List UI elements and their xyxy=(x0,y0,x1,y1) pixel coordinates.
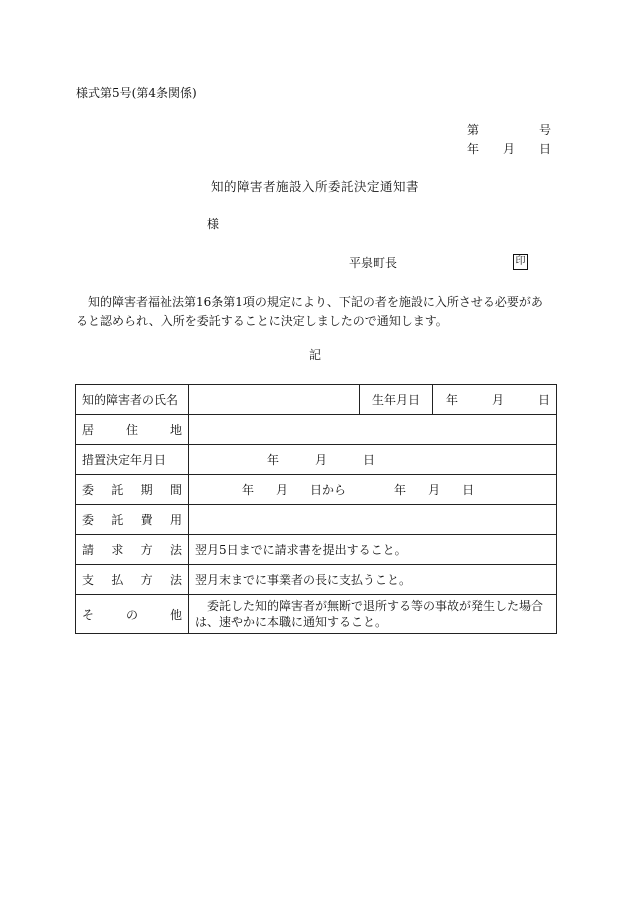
name-value[interactable] xyxy=(189,385,360,415)
decision-day: 日 xyxy=(363,453,376,467)
table-row-name xyxy=(76,385,557,415)
doc-date-day: 日 xyxy=(539,142,552,156)
residence-label-char: 居 xyxy=(82,423,95,437)
cost-label-char: 費 xyxy=(140,513,153,527)
period-label-char: 期 xyxy=(140,483,153,497)
decision-year: 年 xyxy=(267,453,280,467)
other-value xyxy=(189,595,557,634)
payment-value: 翌月末までに事業者の長に支払うこと。 xyxy=(189,565,557,595)
decision-date-value[interactable] xyxy=(189,445,557,475)
table-row-residence xyxy=(76,415,557,445)
residence-label-char: 地 xyxy=(169,423,182,437)
decision-month: 月 xyxy=(315,453,328,467)
table-row-payment xyxy=(76,565,557,595)
period-month-2: 月 xyxy=(428,483,441,497)
other-label xyxy=(76,595,189,634)
issuer-name: 平泉町長 xyxy=(349,256,398,270)
period-label-char: 間 xyxy=(169,483,182,497)
ki-heading: 記 xyxy=(308,348,321,362)
cost-label xyxy=(76,505,189,535)
other-label-char: の xyxy=(125,607,138,622)
table-row-other xyxy=(76,595,557,634)
other-note: 委託した知的障害者が無断で退所する等の事故が発生した場合は、速やかに本職に通知すること。 xyxy=(195,599,544,629)
cost-label-char: 委 xyxy=(82,513,95,527)
period-label xyxy=(76,475,189,505)
table-row-billing xyxy=(76,535,557,565)
birth-value[interactable] xyxy=(433,385,557,415)
details-table xyxy=(75,384,557,634)
period-label-char: 委 xyxy=(82,483,95,497)
other-label-char: 他 xyxy=(169,607,182,622)
payment-label-char: 方 xyxy=(140,573,153,587)
payment-label xyxy=(76,565,189,595)
birth-month: 月 xyxy=(491,393,504,407)
cost-label-char: 託 xyxy=(111,513,124,527)
seal-mark: 印 xyxy=(513,254,528,270)
cost-value[interactable] xyxy=(189,505,557,535)
payment-label-char: 法 xyxy=(169,573,182,587)
billing-label xyxy=(76,535,189,565)
payment-label-char: 支 xyxy=(82,573,95,587)
billing-label-char: 求 xyxy=(111,543,124,557)
billing-label-char: 方 xyxy=(140,543,153,557)
other-label-char: そ xyxy=(82,607,95,622)
billing-value: 翌月5日までに請求書を提出すること。 xyxy=(189,535,557,565)
billing-label-char: 請 xyxy=(82,543,95,557)
period-value[interactable] xyxy=(189,475,557,505)
doc-number-go: 号 xyxy=(539,123,552,137)
doc-number-dai: 第 xyxy=(467,123,480,137)
document-number xyxy=(467,123,551,137)
payment-label-char: 払 xyxy=(111,573,124,587)
table-row-period xyxy=(76,475,557,505)
body-paragraph: 知的障害者福祉法第16条第1項の規定により、下記の者を施設に入所させる必要があると認められ、入所を委託することに決定しましたので通知します。 xyxy=(76,295,543,328)
billing-label-char: 法 xyxy=(169,543,182,557)
document-date xyxy=(467,142,551,156)
cost-label-char: 用 xyxy=(169,513,182,527)
form-number: 様式第5号(第4条関係) xyxy=(76,86,197,100)
birth-day: 日 xyxy=(537,393,550,407)
residence-label-char: 住 xyxy=(125,423,138,437)
birth-label: 生年月日 xyxy=(360,385,433,415)
period-year-2: 年 xyxy=(394,483,407,497)
period-year-1: 年 xyxy=(242,483,255,497)
table-row-cost xyxy=(76,505,557,535)
residence-label xyxy=(76,415,189,445)
addressee-suffix: 様 xyxy=(207,217,220,231)
doc-date-year: 年 xyxy=(467,142,480,156)
period-month-1: 月 xyxy=(276,483,289,497)
table-row-decision-date xyxy=(76,445,557,475)
document-title: 知的障害者施設入所委託決定通知書 xyxy=(210,179,419,194)
name-label: 知的障害者の氏名 xyxy=(76,385,189,415)
period-day-1: 日から xyxy=(310,483,347,497)
birth-year: 年 xyxy=(445,393,458,407)
decision-date-label: 措置決定年月日 xyxy=(76,445,189,475)
period-label-char: 託 xyxy=(111,483,124,497)
residence-value[interactable] xyxy=(189,415,557,445)
doc-date-month: 月 xyxy=(503,142,516,156)
period-day-2: 日 xyxy=(462,483,475,497)
